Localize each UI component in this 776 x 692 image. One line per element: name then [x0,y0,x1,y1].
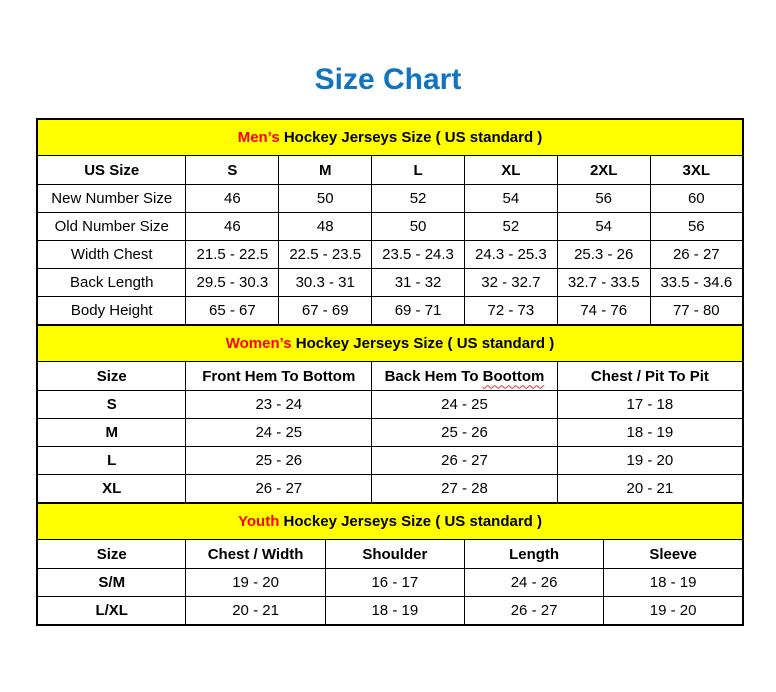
size-value-cell: 52 [372,185,465,213]
row-label: Back Length [37,269,186,297]
table-row [37,475,743,504]
size-value-cell: 46 [186,213,279,241]
column-header [557,362,743,391]
column-header-label: L [413,161,423,179]
size-value-cell: 69 - 71 [372,297,465,326]
size-value-cell: 21.5 - 22.5 [186,241,279,269]
size-value-cell: 77 - 80 [650,297,743,326]
column-header-label: Size [96,545,127,563]
table-row [37,241,743,269]
row-label: L [37,447,186,475]
column-header [557,156,650,185]
mens-header-row [37,156,743,185]
column-header [464,156,557,185]
size-value-cell: 54 [464,185,557,213]
column-header [186,362,372,391]
section-title-text: Hockey Jerseys Size ( US standard ) [279,513,542,530]
column-header [372,362,558,391]
section-title-highlight: Women’s [225,335,292,352]
youth-section-header [37,503,743,540]
size-value-cell: 22.5 - 23.5 [279,241,372,269]
column-header-label: Length [509,545,560,563]
size-value-cell: 16 - 17 [325,569,464,597]
row-label: S [37,391,186,419]
size-value-cell: 18 - 19 [557,419,743,447]
size-value-cell: 26 - 27 [372,447,558,475]
size-value-cell: 56 [557,185,650,213]
column-header [186,540,325,569]
womens-section-row [37,325,743,362]
size-value-cell: 29.5 - 30.3 [186,269,279,297]
table-row [37,597,743,626]
size-value-cell: 52 [464,213,557,241]
size-chart-tables [36,118,744,626]
column-header [372,156,465,185]
size-value-cell: 17 - 18 [557,391,743,419]
column-header-label: Chest / Pit To Pit [590,367,709,385]
column-header [37,362,186,391]
size-value-cell: 24.3 - 25.3 [464,241,557,269]
column-header-label: 2XL [589,161,618,179]
table-row [37,213,743,241]
row-label: Old Number Size [37,213,186,241]
womens-size-table [36,324,744,504]
column-header [37,540,186,569]
size-value-cell: 20 - 21 [557,475,743,504]
size-value-cell: 25.3 - 26 [557,241,650,269]
column-header-label: M [318,161,332,179]
column-header-label: S [227,161,238,179]
size-value-cell: 33.5 - 34.6 [650,269,743,297]
size-value-cell: 23.5 - 24.3 [372,241,465,269]
table-row [37,297,743,326]
row-label: Body Height [37,297,186,326]
column-header [325,540,464,569]
column-header [186,156,279,185]
table-row [37,447,743,475]
size-value-cell: 46 [186,185,279,213]
size-value-cell: 32 - 32.7 [464,269,557,297]
section-title-text: Hockey Jerseys Size ( US standard ) [279,129,543,146]
size-value-cell: 26 - 27 [650,241,743,269]
section-title-text: Hockey Jerseys Size ( US standard ) [291,335,555,352]
column-header-label: Back Hem To [384,367,483,385]
size-value-cell: 27 - 28 [372,475,558,504]
section-title-highlight: Men’s [237,129,280,146]
size-value-cell: 31 - 32 [372,269,465,297]
column-header [604,540,743,569]
size-value-cell: 56 [650,213,743,241]
row-label: XL [37,475,186,504]
size-value-cell: 18 - 19 [325,597,464,626]
size-value-cell: 50 [372,213,465,241]
size-value-cell: 19 - 20 [557,447,743,475]
column-header [279,156,372,185]
youth-header-row [37,540,743,569]
mens-section-header [37,119,743,156]
row-label: S/M [37,569,186,597]
size-value-cell: 32.7 - 33.5 [557,269,650,297]
size-value-cell: 18 - 19 [604,569,743,597]
size-value-cell: 50 [279,185,372,213]
table-row [37,419,743,447]
size-value-cell: 26 - 27 [464,597,603,626]
womens-header-row [37,362,743,391]
column-header-label: Sleeve [649,545,697,563]
womens-section-header [37,325,743,362]
size-value-cell: 24 - 25 [372,391,558,419]
size-value-cell: 30.3 - 31 [279,269,372,297]
size-value-cell: 67 - 69 [279,297,372,326]
column-header-label: Chest / Width [207,545,304,563]
size-value-cell: 65 - 67 [186,297,279,326]
section-title-highlight: Youth [238,513,280,530]
column-header-label: 3XL [682,161,711,179]
row-label: New Number Size [37,185,186,213]
column-header [464,540,603,569]
size-value-cell: 48 [279,213,372,241]
table-row [37,391,743,419]
page-title: Size Chart [314,63,462,96]
size-value-cell: 19 - 20 [186,569,325,597]
row-label: M [37,419,186,447]
column-header-label: US Size [84,161,140,179]
column-header-label: Front Hem To Bottom [202,367,356,385]
youth-size-table [36,502,744,626]
column-header-label: Shoulder [362,545,428,563]
mens-section-row [37,119,743,156]
table-row [37,569,743,597]
size-value-cell: 20 - 21 [186,597,325,626]
youth-section-row [37,503,743,540]
row-label: Width Chest [37,241,186,269]
mens-size-table [36,118,744,326]
size-value-cell: 24 - 25 [186,419,372,447]
size-value-cell: 72 - 73 [464,297,557,326]
size-value-cell: 24 - 26 [464,569,603,597]
column-header-label: XL [501,161,521,179]
misspelled-word: Boottom [482,367,545,385]
table-row [37,185,743,213]
row-label: L/XL [37,597,186,626]
size-value-cell: 26 - 27 [186,475,372,504]
size-value-cell: 25 - 26 [186,447,372,475]
size-value-cell: 54 [557,213,650,241]
column-header [37,156,186,185]
column-header [650,156,743,185]
size-value-cell: 60 [650,185,743,213]
size-value-cell: 74 - 76 [557,297,650,326]
size-value-cell: 19 - 20 [604,597,743,626]
size-value-cell: 23 - 24 [186,391,372,419]
size-value-cell: 25 - 26 [372,419,558,447]
table-row [37,269,743,297]
column-header-label: Size [96,367,127,385]
